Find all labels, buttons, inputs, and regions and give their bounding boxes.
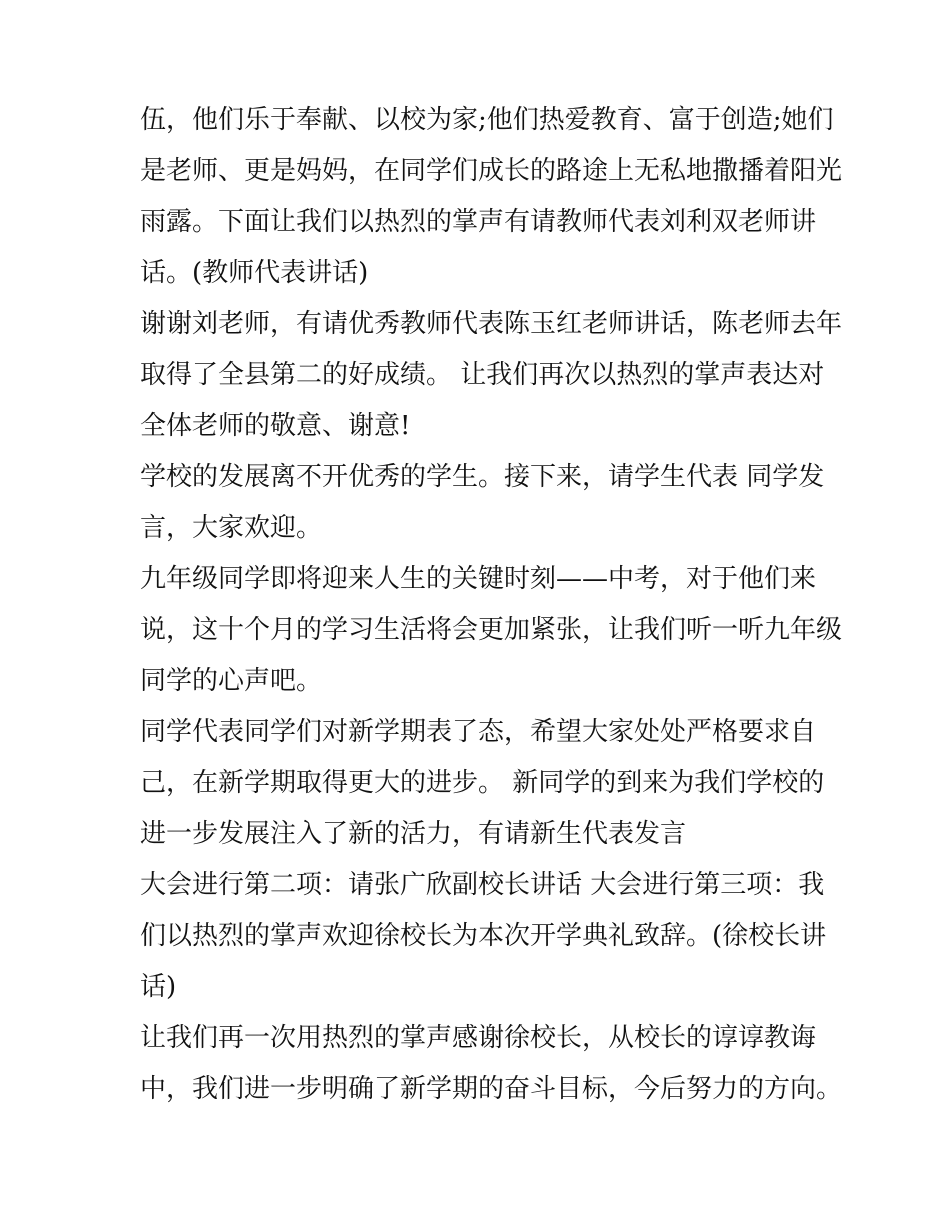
text-line: 谢谢刘老师，有请优秀教师代表陈玉红老师讲话，陈老师去年 <box>140 309 843 339</box>
text-line: 九年级同学即将迎来人生的关键时刻——中考，对于他们来 <box>140 564 817 594</box>
text-line: 说，这十个月的学习生活将会更加紧张，让我们听一听九年级 <box>140 615 843 645</box>
text-line: 伍，他们乐于奉献、以校为家;他们热爱教育、富于创造;她们 <box>140 105 834 135</box>
text-line: 取得了全县第二的好成绩。 让我们再次以热烈的掌声表达对 <box>140 360 825 390</box>
text-line: 是老师、更是妈妈，在同学们成长的路途上无私地撒播着阳光 <box>140 156 843 186</box>
text-line: 进一步发展注入了新的活力，有请新生代表发言 <box>140 819 687 849</box>
text-line: 同学的心声吧。 <box>140 666 323 696</box>
text-line: 雨露。下面让我们以热烈的掌声有请教师代表刘利双老师讲 <box>140 207 817 237</box>
text-line: 让我们再一次用热烈的掌声感谢徐校长，从校长的谆谆教诲 <box>140 1023 817 1053</box>
text-line: 同学代表同学们对新学期表了态，希望大家处处严格要求自 <box>140 717 817 747</box>
text-line: 言，大家欢迎。 <box>140 513 323 543</box>
text-line: 中，我们进一步明确了新学期的奋斗目标，今后努力的方向。 <box>140 1074 843 1104</box>
text-line: 大会进行第二项：请张广欣副校长讲话 大会进行第三项：我 <box>140 870 825 900</box>
text-line: 话) <box>140 972 177 1002</box>
text-line: 话。(教师代表讲话) <box>140 258 369 288</box>
text-line: 们以热烈的掌声欢迎徐校长为本次开学典礼致辞。(徐校长讲 <box>140 921 827 951</box>
text-line: 学校的发展离不开优秀的学生。接下来，请学生代表 同学发 <box>140 462 825 492</box>
text-line: 己，在新学期取得更大的进步。 新同学的到来为我们学校的 <box>140 768 825 798</box>
text-line: 全体老师的敬意、谢意! <box>140 411 411 441</box>
